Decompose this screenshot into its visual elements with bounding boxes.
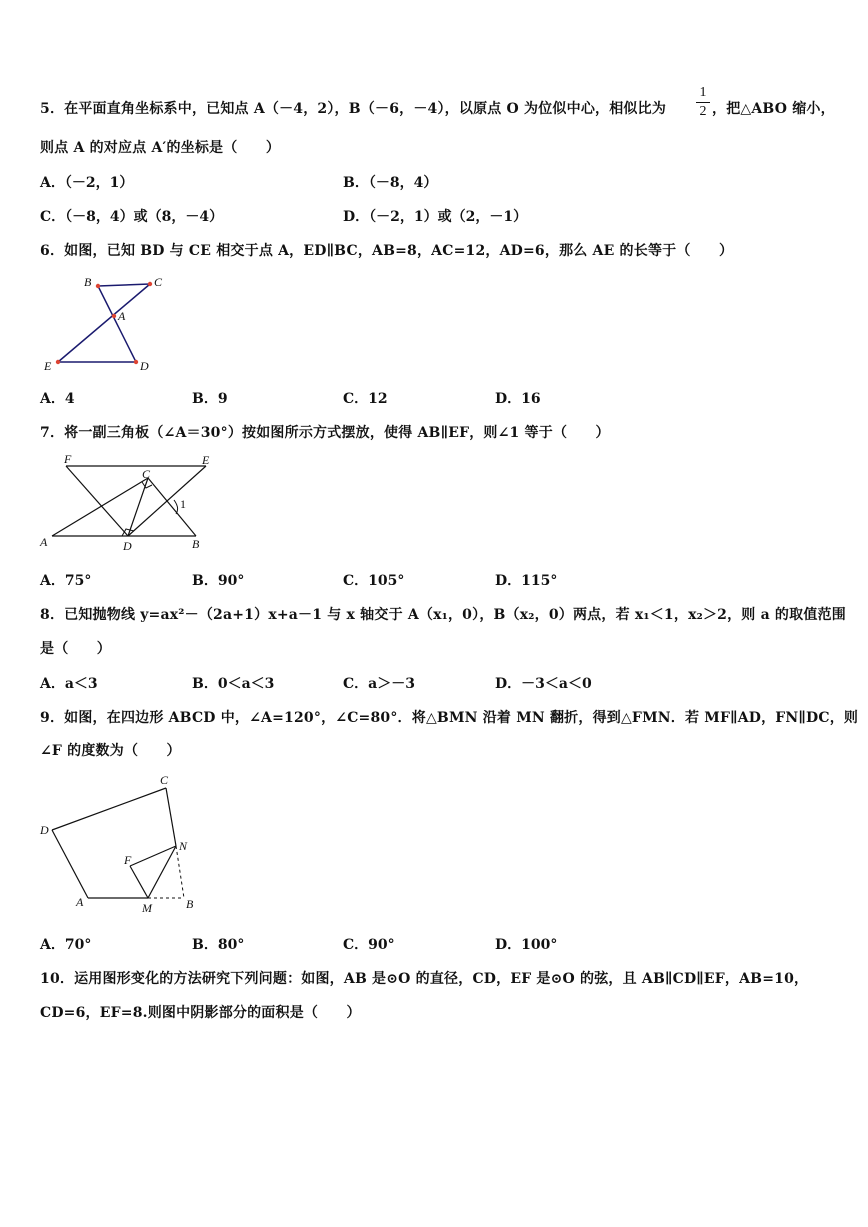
segment-cb bbox=[148, 478, 196, 536]
q9-figure bbox=[36, 772, 206, 918]
q8-option-d[interactable]: D．－3＜a＜0 bbox=[495, 676, 592, 692]
point-b bbox=[96, 284, 100, 288]
q9-stem-line2: ∠F 的度数为（ ） bbox=[40, 743, 181, 759]
segment-ac bbox=[52, 478, 148, 536]
segment-cn bbox=[166, 788, 176, 846]
label-b: B bbox=[192, 537, 200, 551]
q7-option-a[interactable]: A．75° bbox=[40, 573, 92, 589]
q8-option-c[interactable]: C．a＞－3 bbox=[343, 676, 415, 692]
label-d: D bbox=[140, 359, 149, 373]
q5-option-b[interactable]: B．（－8，4） bbox=[343, 175, 438, 191]
q8-option-a[interactable]: A．a＜3 bbox=[40, 676, 98, 692]
q9-stem-line1: 9．如图，在四边形 ABCD 中，∠A=120°，∠C=80°．将△BMN 沿着 MN 翻折，得到△FMN．若 MF∥AD，FN∥DC，则 bbox=[40, 710, 859, 726]
q7-stem: 7．将一副三角板（∠A＝30°）按如图所示方式摆放，使得 AB∥EF，则∠1 等于（ ） bbox=[40, 425, 610, 441]
q10-stem-line2: CD=6，EF=8.则图中阴影部分的面积是（ ） bbox=[40, 1005, 361, 1021]
label-m: M bbox=[142, 901, 152, 915]
label-angle-1: 1 bbox=[180, 497, 186, 511]
segment-mn bbox=[148, 846, 176, 898]
q9-option-b[interactable]: B．80° bbox=[192, 937, 245, 953]
q5-stem-line1-end: ，把△ABO 缩小， bbox=[712, 101, 835, 117]
label-c: C bbox=[154, 275, 163, 289]
segment-dc bbox=[52, 788, 166, 830]
q5-option-d[interactable]: D．（－2，1）或（2，－1） bbox=[343, 209, 528, 225]
q6-option-c[interactable]: C．12 bbox=[343, 391, 388, 407]
q5-option-c[interactable]: C．（－8，4）或（8，－4） bbox=[40, 209, 224, 225]
label-a: A bbox=[118, 309, 126, 323]
q5-fraction-denominator: 2 bbox=[699, 104, 707, 119]
q7-figure bbox=[38, 450, 228, 554]
label-d: D bbox=[40, 823, 49, 837]
right-angle-mark-c bbox=[142, 482, 152, 488]
q6-option-d[interactable]: D．16 bbox=[495, 391, 541, 407]
label-d: D bbox=[123, 539, 132, 553]
point-a bbox=[112, 314, 116, 318]
q8-stem-line1: 8．已知抛物线 y=ax²－（2a+1）x+a－1 与 x 轴交于 A（x₁，0），B（x₂，0）两点，若 x₁＜1，x₂＞2，则 a 的取值范围 bbox=[40, 607, 846, 623]
q9-option-a[interactable]: A．70° bbox=[40, 937, 92, 953]
fraction-bar bbox=[696, 102, 710, 103]
q5-option-a[interactable]: A．（－2，1） bbox=[40, 175, 134, 191]
q6-option-b[interactable]: B．9 bbox=[192, 391, 228, 407]
q8-option-b[interactable]: B．0＜a＜3 bbox=[192, 676, 275, 692]
q10-stem-line1: 10．运用图形变化的方法研究下列问题：如图，AB 是⊙O 的直径，CD，EF 是⊙O 的弦，且 AB∥CD∥EF，AB=10， bbox=[40, 971, 809, 987]
segment-fn bbox=[130, 846, 176, 866]
label-b: B bbox=[186, 897, 194, 911]
label-e: E bbox=[202, 453, 210, 467]
segment-fd bbox=[66, 466, 128, 536]
point-e bbox=[56, 360, 60, 364]
q5-ratio-fraction bbox=[696, 85, 710, 120]
q7-option-b[interactable]: B．90° bbox=[192, 573, 245, 589]
segment-nb-dashed bbox=[176, 846, 184, 898]
q6-stem: 6．如图，已知 BD 与 CE 相交于点 A，ED∥BC，AB=8，AC=12，AD=6，那么 AE 的长等于（ ） bbox=[40, 243, 734, 259]
q5-stem-line1 bbox=[40, 98, 666, 118]
label-a: A bbox=[40, 535, 48, 549]
q7-option-c[interactable]: C．105° bbox=[343, 573, 405, 589]
q8-stem-line2: 是（ ） bbox=[40, 641, 111, 657]
segment-mf bbox=[130, 866, 148, 898]
segment-ce bbox=[58, 284, 150, 362]
label-n: N bbox=[179, 839, 188, 853]
point-d bbox=[134, 360, 138, 364]
label-c: C bbox=[142, 467, 151, 481]
q5-stem-line2: 则点 A 的对应点 A′的坐标是（ ） bbox=[40, 140, 281, 156]
label-b: B bbox=[84, 275, 92, 289]
q6-option-a[interactable]: A．4 bbox=[40, 391, 75, 407]
label-f: F bbox=[64, 452, 72, 466]
label-e: E bbox=[44, 359, 52, 373]
q5-fraction-numerator: 1 bbox=[699, 85, 707, 100]
q9-option-c[interactable]: C．90° bbox=[343, 937, 395, 953]
label-a: A bbox=[76, 895, 84, 909]
label-c: C bbox=[160, 773, 169, 787]
segment-da bbox=[52, 830, 88, 898]
q7-option-d[interactable]: D．115° bbox=[495, 573, 558, 589]
point-c bbox=[148, 282, 152, 286]
segment-bc bbox=[98, 284, 150, 286]
q9-option-d[interactable]: D．100° bbox=[495, 937, 558, 953]
label-f: F bbox=[124, 853, 132, 867]
q6-figure bbox=[38, 270, 168, 380]
q5-stem-text: 5．在平面直角坐标系中，已知点 A（－4，2），B（－6，－4），以原点 O 为位似中心，相似比为 bbox=[40, 101, 667, 117]
